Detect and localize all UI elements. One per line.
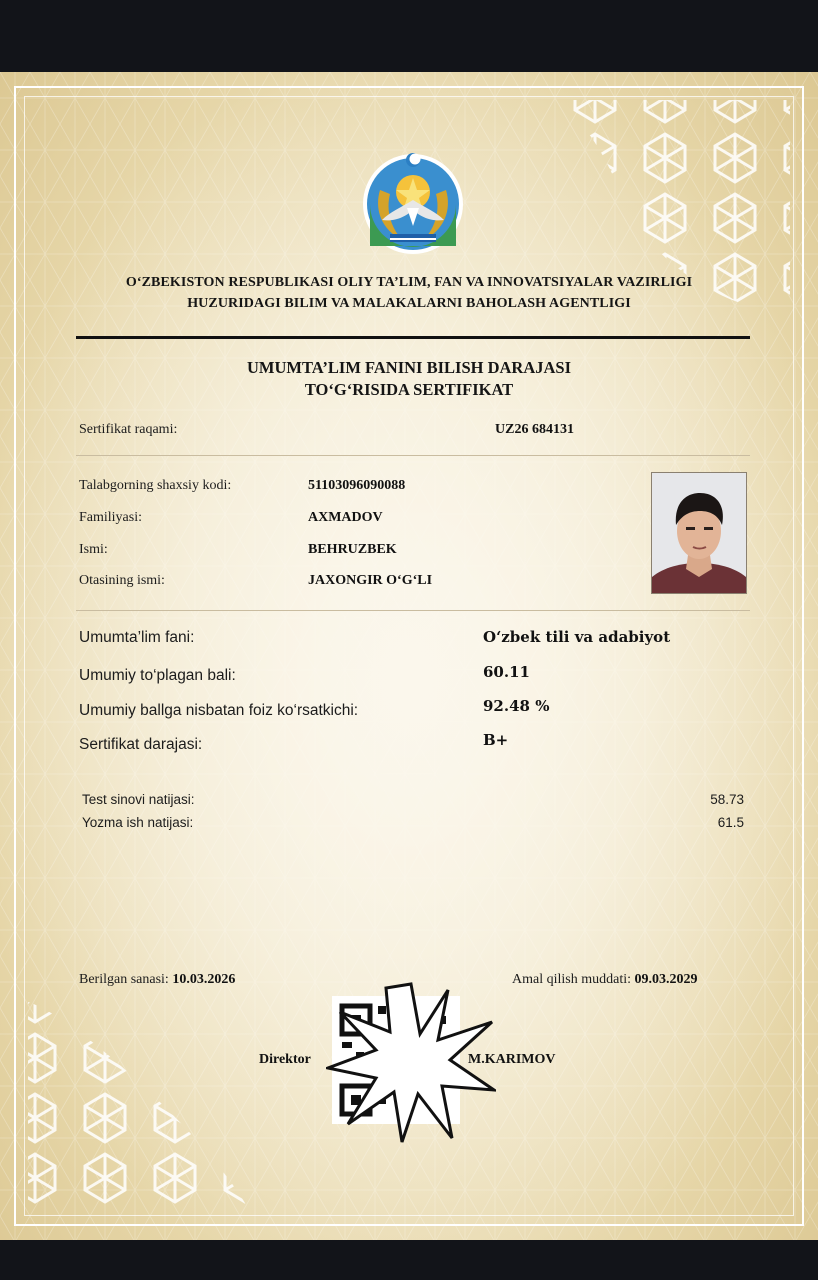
test-result-label: Test sinovi natijasi: bbox=[82, 792, 195, 807]
subject-value: O‘zbek tili va adabiyot bbox=[483, 628, 671, 646]
first-name-value: BEHRUZBEK bbox=[308, 542, 397, 557]
subject-label: Umumta’lim fani: bbox=[79, 629, 195, 646]
validity-value: 09.03.2029 bbox=[634, 972, 698, 987]
portrait-image bbox=[652, 473, 746, 593]
issue-date-value: 10.03.2026 bbox=[172, 972, 236, 987]
director-name: M.KARIMOV bbox=[468, 1052, 556, 1067]
issue-date-label: Berilgan sanasi: bbox=[79, 972, 169, 987]
surname-value: AXMADOV bbox=[308, 510, 383, 525]
patronymic-value: JAXONGIR O‘G‘LI bbox=[308, 573, 433, 588]
director-label: Direktor bbox=[259, 1052, 311, 1067]
patronymic-label: Otasining ismi: bbox=[79, 573, 165, 588]
personal-code-value: 51103096090088 bbox=[308, 478, 406, 493]
section-divider bbox=[76, 610, 750, 611]
header-divider bbox=[76, 336, 750, 339]
bottom-bar bbox=[0, 1240, 818, 1280]
written-result-value: 61.5 bbox=[717, 815, 744, 830]
holder-photo bbox=[651, 472, 747, 594]
validity-date bbox=[512, 972, 698, 988]
total-score-label: Umumiy to‘plagan bali: bbox=[79, 667, 236, 684]
section-divider bbox=[76, 455, 750, 456]
top-bar bbox=[0, 0, 818, 72]
percentage-value: 92.48 % bbox=[483, 697, 550, 715]
certificate bbox=[0, 72, 818, 1240]
percentage-label: Umumiy ballga nisbatan foiz ko‘rsatkichi: bbox=[79, 702, 359, 719]
first-name-label: Ismi: bbox=[79, 542, 108, 557]
grade-value: B+ bbox=[483, 731, 509, 749]
written-result-label: Yozma ish natijasi: bbox=[82, 815, 194, 830]
validity-label: Amal qilish muddati: bbox=[512, 972, 631, 987]
test-result-value: 58.73 bbox=[710, 792, 744, 807]
certificate-number-value: UZ26 684131 bbox=[495, 422, 574, 437]
state-emblem-icon bbox=[360, 150, 466, 256]
personal-code-label: Talabgorning shaxsiy kodi: bbox=[79, 478, 232, 493]
total-score-value: 60.11 bbox=[483, 663, 530, 681]
certificate-title-line1: UMUMTA’LIM FANINI BILISH DARAJASI bbox=[246, 358, 572, 377]
certificate-number-label: Sertifikat raqami: bbox=[79, 422, 178, 437]
agency-name-line2: HUZURIDAGI BILIM VA MALAKALARNI BAHOLASH AGENTLIGI bbox=[187, 296, 631, 311]
issue-date bbox=[79, 972, 235, 988]
grade-label: Sertifikat darajasi: bbox=[79, 736, 203, 753]
surname-label: Familiyasi: bbox=[79, 510, 142, 525]
certificate-title-line2: TO‘G‘RISIDA SERTIFIKAT bbox=[304, 380, 514, 399]
agency-name-line1: O‘ZBEKISTON RESPUBLIKASI OLIY TA’LIM, FAN VA INNOVATSIYALAR VAZIRLIGI bbox=[125, 275, 693, 290]
